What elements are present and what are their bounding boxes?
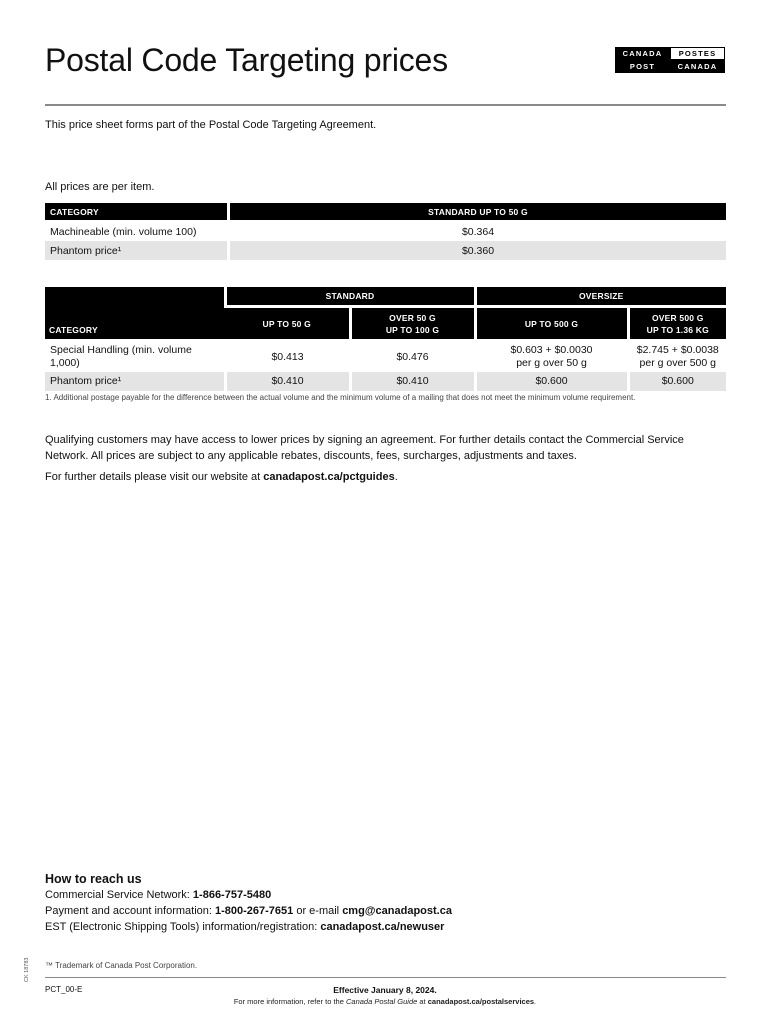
csn-label: Commercial Service Network: — [45, 889, 193, 901]
table-row — [45, 221, 726, 241]
more-mid: at — [417, 997, 428, 1006]
pay-phone[interactable]: 1-800-267-7651 — [214, 905, 294, 917]
column-header-std-up-to-50g: UP TO 50 G — [225, 307, 350, 341]
cell-std-100: $0.410 — [350, 372, 475, 391]
column-header-standard-50g: STANDARD UP TO 50 G — [229, 203, 727, 221]
machineable-price-table — [45, 203, 726, 260]
cell-std-100: $0.476 — [350, 341, 475, 373]
more-suffix: . — [534, 997, 537, 1006]
pctguides-link[interactable]: canadapost.ca/pctguides — [263, 471, 395, 483]
qualifying-customers-text: Qualifying customers may have access to lower prices by signing an agreement. For further details contact the Commercial Service Network. All prices are subject to any applicable rebates, discounts, fees, surcharges, adjustments and taxes. — [45, 434, 684, 462]
intro-text: This price sheet forms part of the Postal Code Targeting Agreement. — [45, 119, 377, 131]
cell-line: per g over 50 g — [516, 357, 587, 369]
cell-line: $0.603 + $0.0030 — [510, 344, 593, 356]
header-line: UP TO 100 G — [385, 324, 440, 335]
page-title: Postal Code Targeting prices — [45, 42, 448, 78]
logo-text-canada: CANADA — [615, 47, 670, 60]
cell-ov-136: $0.600 — [628, 372, 726, 391]
column-header-category: CATEGORY — [45, 287, 225, 341]
header-line: OVER 50 G — [389, 312, 436, 323]
contact-csn-line — [45, 889, 271, 901]
pay-label: Payment and account information: — [45, 905, 215, 917]
csn-phone[interactable]: 1-866-757-5480 — [192, 889, 272, 901]
trademark-note: ™ Trademark of Canada Post Corporation. — [45, 961, 198, 970]
canada-post-logo — [615, 47, 725, 73]
cell-ov-500 — [475, 341, 628, 373]
row-price: $0.360 — [229, 241, 727, 260]
form-code: PCT_00-E — [45, 985, 83, 994]
all-prices-note: All prices are per item. — [45, 181, 155, 193]
column-header-std-over-50g — [350, 307, 475, 341]
pay-mid: or e-mail — [293, 905, 343, 917]
more-info-line — [0, 997, 770, 1006]
group-header-oversize: OVERSIZE — [475, 287, 726, 307]
logo-text-postes: POSTES — [670, 47, 725, 60]
column-header-ov-over-500g — [628, 307, 726, 341]
vertical-code: CK 18783 — [24, 957, 30, 982]
logo-text-post: POST — [615, 60, 670, 73]
cell-std-50: $0.413 — [225, 341, 350, 373]
table-row — [45, 341, 726, 373]
group-header-standard: STANDARD — [225, 287, 475, 307]
row-category: Phantom price¹ — [45, 372, 225, 391]
row-category: Special Handling (min. volume 1,000) — [45, 341, 225, 373]
column-header-ov-up-to-500g: UP TO 500 G — [475, 307, 628, 341]
further-details-text — [45, 471, 398, 483]
postalservices-link[interactable]: canadapost.ca/postalservices — [427, 997, 535, 1006]
table-row — [45, 372, 726, 391]
column-header-category: CATEGORY — [45, 203, 229, 221]
est-label: EST (Electronic Shipping Tools) information/registration: — [45, 921, 321, 933]
header-line: OVER 500 G — [651, 312, 704, 323]
cell-line: $2.745 + $0.0038 — [636, 344, 719, 356]
contact-heading: How to reach us — [45, 872, 142, 886]
effective-date: Effective January 8, 2024. — [333, 985, 437, 995]
contact-est-line — [45, 921, 444, 933]
row-price: $0.364 — [229, 221, 727, 241]
contact-payment-line — [45, 905, 452, 917]
table-row — [45, 241, 726, 260]
further-suffix: . — [394, 471, 398, 483]
cell-std-50: $0.410 — [225, 372, 350, 391]
further-prefix: For further details please visit our website at — [45, 471, 264, 483]
header-divider — [45, 104, 726, 106]
more-prefix: For more information, refer to the — [233, 997, 346, 1006]
pay-email[interactable]: cmg@canadapost.ca — [342, 905, 452, 917]
cell-ov-500: $0.600 — [475, 372, 628, 391]
footnote: 1. Additional postage payable for the difference between the actual volume and the minimum volume of a mailing that does not meet the minimum volume requirement. — [45, 393, 636, 402]
row-category: Phantom price¹ — [45, 241, 229, 260]
header-line: UP TO 1.36 KG — [646, 324, 709, 335]
footer-divider — [45, 977, 726, 978]
cell-line: per g over 500 g — [639, 357, 716, 369]
est-link[interactable]: canadapost.ca/newuser — [320, 921, 445, 933]
logo-text-canada-fr: CANADA — [670, 60, 725, 73]
cell-ov-136 — [628, 341, 726, 373]
special-handling-price-table — [45, 287, 726, 391]
postal-guide-title: Canada Postal Guide — [345, 997, 418, 1006]
row-category: Machineable (min. volume 100) — [45, 221, 229, 241]
